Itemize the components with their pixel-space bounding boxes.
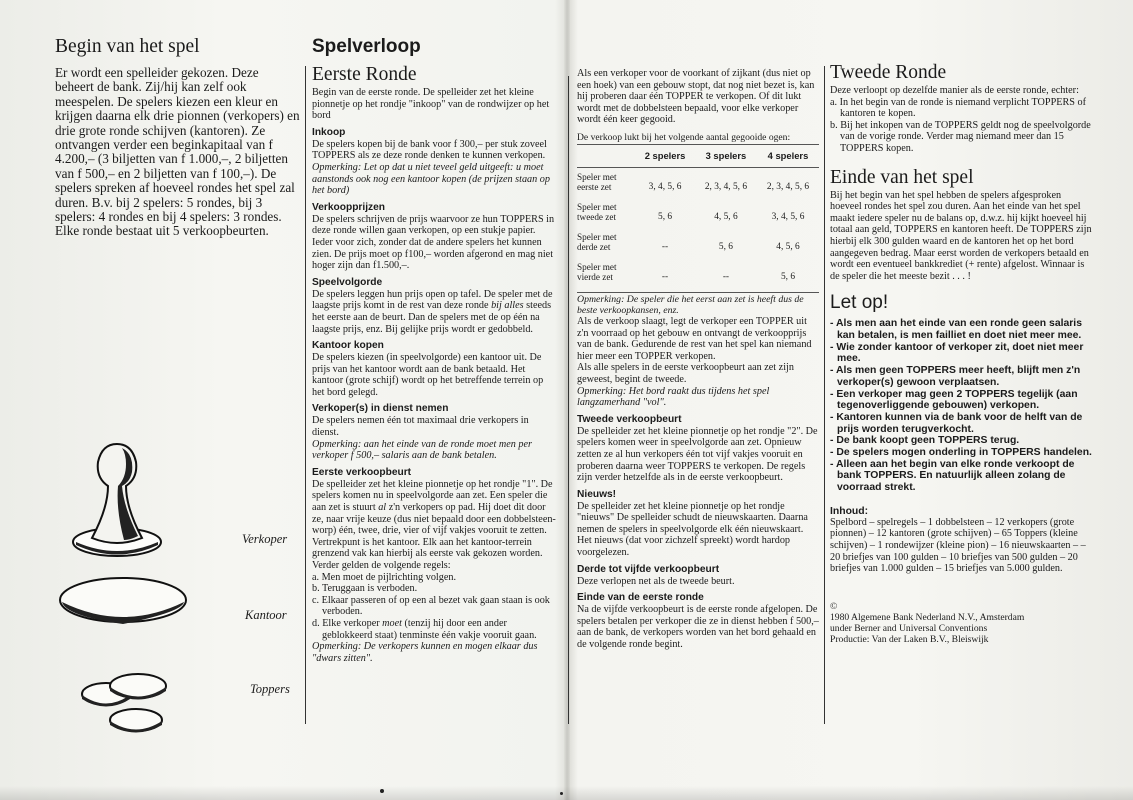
speelvolgorde-heading: Speelvolgorde [312, 276, 383, 288]
eerste-ronde-intro: Begin van de eerste ronde. De spelleider zet het kleine pionnetje op het rondje "inkoop" van de rondwijzer op het bord [312, 87, 550, 122]
inhoud-text: Spelbord – spelregels – 1 dobbelsteen – 12 verkopers (grote pionnen) – 12 kantoren (grote schijven) – 65 Toppers (kleine schijven) – 1 rondewijzer (kleine pion) – 16 nieuwskaarten – – 20 briefjes van 100 gulden – 10 briefjes van 500 gulden – 20 briefjes van 1.000 gulden – 15 briefjes van 5.000 gulden. [830, 516, 1086, 575]
kantoor-text: De spelers kiezen (in speelvolgorde) een kantoor uit. De prijs van het kantoor wordt aan de bank betaald. Het kantoor (grote schijf) wordt op het betreffende terrein op het bord gelegd. [312, 352, 544, 398]
table-header [577, 147, 635, 168]
einde-spel-title: Einde van het spel [830, 166, 974, 188]
verkoop-intro: Als een verkoper voor de voorkant of zijkant (dus niet op een hoek) van een gebouw stopt, dat nog niet bezet is, kan hij proberen daar één TOPPER te verkopen. Of dit lukt wordt met de dobbelsteen bepaald, voor elke verkoper wordt één keer gegooid. [577, 68, 815, 126]
column-divider-2 [568, 76, 569, 724]
tweede-verkoopbeurt-heading: Tweede verkoopbeurt [577, 413, 682, 425]
inkoop-note: Opmerking: Let op dat u niet teveel geld uitgeeft: u moet aanstonds ook nog een kantoor kopen (de prijzen staan op het bord) [312, 161, 550, 197]
dienst-heading: Verkoper(s) in dienst nemen [312, 403, 449, 415]
column-divider-1 [305, 66, 306, 724]
tweede-verkoopbeurt-text: De spelleider zet het kleine pionnetje op het rondje "2". De spelers komen weer in speelvolgorde aan zet. Opnieuw zetten ze al hun verkopers één tot vijf vakjes vooruit en proberen daarna weer TOPPERS te verkopen. De regels zijn verder hetzelfde als in de eerste verkoopbeurt. [577, 425, 818, 484]
column-tweede-ronde [830, 62, 1092, 762]
derde-heading: Derde tot vijfde verkoopbeurt [577, 563, 720, 575]
eerste-ronde-title: Eerste Ronde [312, 64, 417, 85]
verkoop-p3: Als alle spelers in de eerste verkoopbeurt aan zet zijn geweest, begint de tweede. [577, 362, 794, 385]
copyright-line: 1980 Algemene Bank Nederland N.V., Amsterdam [830, 611, 1025, 623]
tweede-rule-a: a. In het begin van de ronde is niemand verplicht TOPPERS of kantoren te kopen. [830, 96, 1086, 120]
rule-d: d. Elke verkoper moet (tenzij hij door een ander geblokkeerd staat) tenminste één vakje vooruit gaan. [312, 617, 537, 641]
copyright-line: Productie: Van der Laken B.V., Bleiswijk [830, 633, 989, 645]
center-fold [564, 0, 570, 800]
list-item: - Als men aan het einde van een ronde geen salaris kan betalen, is men failliet en doet niet meer mee. [830, 318, 1082, 342]
speelvolgorde-text: De spelers leggen hun prijs open op tafel. De speler met de laagste prijs komt in de rest van deze ronde bij alles steeds het eerste aan de beurt. Dan de spelers met de op één na laagste prijs, enz. Bij gelijke prijs wordt er gedobbeld. [312, 288, 553, 335]
dienst-note: Opmerking: aan het einde van de ronde moet men per verkoper f 500,– salaris aan de bank betalen. [312, 438, 533, 462]
column-divider-3 [824, 66, 825, 724]
toppers-discs-figure [78, 664, 196, 740]
column-spelverloop [312, 36, 558, 776]
rule-c: c. Elkaar passeren of op een al bezet vak gaan staan is ook verboden. [312, 594, 550, 618]
begin-text: Er wordt een spelleider gekozen. Deze beheert de bank. Zij/hij kan zelf ook meespelen. De spelers kiezen een kleur en krijgen daarna elk drie pionnen (verkopers) en drie grote ronde schijven (kantoren). Ze ontvangen verder een beginkapitaal van f 4.200,– (3 biljetten van f 1.000,–, 2 biljetten van f 500,– en 2 biljetten van f 100,–). De spelers spreken af hoeveel rondes het spel zal duren. B.v. bij 2 spelers: 5 rondes, bij 3 spelers: 4 rondes en bij 4 spelers: 3 rondes. Elke ronde bestaat uit 5 verkoopbeurten. [55, 65, 300, 239]
derde-text: Deze verlopen net als de tweede beurt. [577, 575, 735, 587]
tweede-rule-b: b. Bij het inkopen van de TOPPERS geldt nog de speelvolgorde van de vorige ronde. Verder mag niemand meer dan 15 TOPPERS kopen. [830, 119, 1091, 154]
rules-list [312, 572, 558, 642]
letop-title: Let op! [830, 292, 889, 314]
verkoopprijzen-text: De spelers schrijven de prijs waarvoor ze hun TOPPERS in deze ronde willen gaan verkopen, op een stukje papier. Ieder voor zich, zonder dat de andere spelers het kunnen zien. De prijs moet op f100,– worden afgerond en mag niet hoger zijn dan f1.500,–. [312, 213, 555, 272]
rules-note: Opmerking: De verkopers kunnen en mogen elkaar dus "dwars zitten". [312, 641, 538, 664]
table-header: 2 spelers [635, 147, 695, 168]
table-header: 4 spelers [757, 147, 819, 168]
letop-list [830, 318, 1092, 494]
inkoop-heading: Inkoop [312, 126, 346, 138]
column-verkoop [577, 68, 819, 778]
list-item: - Alleen aan het begin van elke ronde verkoopt de bank TOPPERS. En natuurlijk alleen zolang de voorraad strekt. [830, 458, 1075, 494]
list-item: - Als men geen TOPPERS meer heeft, blijft men z'n verkoper(s) gewoon verplaatsen. [830, 365, 1081, 388]
table-row: Speler met eerste zet 3, 4, 5, 6 2, 3, 4, 5, 6 2, 3, 4, 5, 6 [577, 171, 810, 193]
tweede-ronde-title: Tweede Ronde [830, 62, 947, 83]
eerste-verkoopbeurt-text2: Vertrekpunt is het kantoor. Elk aan het kantoor-terrein grenzend vak kan hierbij als eerste vak gekozen worden. Verder gelden de volgende regels: [312, 536, 543, 571]
einde-ronde-text: Na de vijfde verkoopbeurt is de eerste ronde afgelopen. De spelers betalen per verkoper die ze in dienst hebben f 500,– aan de bank, de verkopers worden van het bord gehaald en de volgende ronde begint. [577, 604, 819, 651]
rule-a: a. Men moet de pijlrichting volgen. [312, 571, 457, 583]
verkoop-p3-note: Opmerking: Het bord raakt dus tijdens het spel langzamerhand "vol". [577, 385, 770, 409]
label-verkoper: Verkoper [242, 532, 288, 546]
inkoop-text: De spelers kopen bij de bank voor f 300,– per stuk zoveel TOPPERS als ze deze ronde denken te kunnen verkopen. [312, 138, 547, 162]
einde-spel-text: Bij het begin van het spel hebben de spelers afgesproken hoeveel rondes het spel zou duren. Aan het einde van het spel maakt iedere speler nu de balans op, d.w.z. hij kijkt hoeveel hij totaal aan geld, TOPPERS en kantoren heeft. De TOPPERS zijn hierbij elk 300 gulden waard en de kantoren het op het bord aangegeven bedrag. Maar eerst worden de verkopers betaald en wordt een eventueel bankkrediet (+ rente) afgelost. Winnaar is de speler die het meeste bezit . . . ! [830, 189, 1092, 282]
list-item: - De bank koopt geen TOPPERS terug. [830, 435, 1020, 447]
verkoopprijzen-heading: Verkoopprijzen [312, 201, 386, 213]
table-note: Opmerking: De speler die het eerst aan zet is heeft dus de beste verkoopkansen, enz. [577, 292, 819, 316]
staple-dot [560, 792, 563, 795]
inhoud-title: Inhoud: [830, 505, 869, 517]
einde-ronde-heading: Einde van de eerste ronde [577, 592, 704, 604]
nieuws-heading: Nieuws! [577, 488, 617, 500]
spelverloop-title: Spelverloop [312, 36, 421, 57]
dienst-text: De spelers nemen één tot maximaal drie verkopers in dienst. [312, 415, 529, 439]
staple-dot [380, 789, 384, 793]
table-row: Speler met tweede zet 5, 6 4, 5, 6 3, 4, 5, 6 [577, 201, 805, 223]
begin-title: Begin van het spel [55, 36, 200, 57]
nieuws-text: De spelleider zet het kleine pionnetje op het rondje "nieuws" De spelleider schudt de nieuwskaarten. Daarna nemen de spelers in speelvolgorde elk één nieuwskaart. Het nieuws (dat voor zichzelf spreekt) wordt hardop voorgelezen. [577, 500, 808, 559]
table-row: Speler met derde zet -- 5, 6 4, 5, 6 [577, 231, 800, 253]
verkoop-p2: Als de verkoop slaagt, legt de verkoper een TOPPER uit z'n voorraad op het gebouw en ontvangt de verkoopprijs van de bank. Gedurende de rest van het spel kan niemand hier meer een TOPPER verkopen. [577, 315, 812, 362]
table-header: 3 spelers [695, 147, 757, 168]
copyright-block [830, 601, 1092, 645]
tweede-ronde-intro: Deze verloopt op dezelfde manier als de eerste ronde, echter: [830, 85, 1079, 96]
label-toppers: Toppers [250, 682, 290, 696]
eerste-verkoopbeurt-text: De spelleider zet het kleine pionnetje op het rondje "1". De spelers komen nu in speelvolgorde aan zet. Een speler die aan zet is stuurt al z'n verkopers op pad. Hij doet dit door ze, naar vrije keuze (dus niet bepaald door een dobbelsteen-worp) één, twee, drie, vier of vijf vakjes vooruit te zetten. [312, 478, 556, 537]
list-item: - Kantoren kunnen via de bank voor de helft van de prijs worden terugverkocht. [830, 411, 1083, 435]
list-item: - Een verkoper mag geen 2 TOPPERS tegelijk (aan tegenoverliggende gebouwen) verkopen. [830, 388, 1078, 412]
eerste-verkoopbeurt-heading: Eerste verkoopbeurt [312, 466, 412, 478]
office-disc-figure [56, 572, 190, 628]
list-item: - De spelers mogen onderling in TOPPERS handelen. [830, 447, 1092, 459]
copyright-symbol: © [830, 600, 838, 612]
bottom-shadow [0, 786, 1133, 800]
kantoor-heading: Kantoor kopen [312, 340, 384, 352]
table-row: Speler met vierde zet -- -- 5, 6 [577, 261, 795, 283]
dice-table [577, 147, 819, 288]
label-kantoor: Kantoor [245, 608, 287, 622]
copyright-line: under Berner and Universal Conventions [830, 622, 988, 634]
list-item: - Wie zonder kantoor of verkoper zit, doet niet meer mee. [830, 341, 1084, 365]
pawn-figure [68, 438, 166, 558]
rule-b: b. Teruggaan is verboden. [312, 583, 418, 595]
table-caption: De verkoop lukt bij het volgende aantal gegooide ogen: [577, 132, 819, 145]
